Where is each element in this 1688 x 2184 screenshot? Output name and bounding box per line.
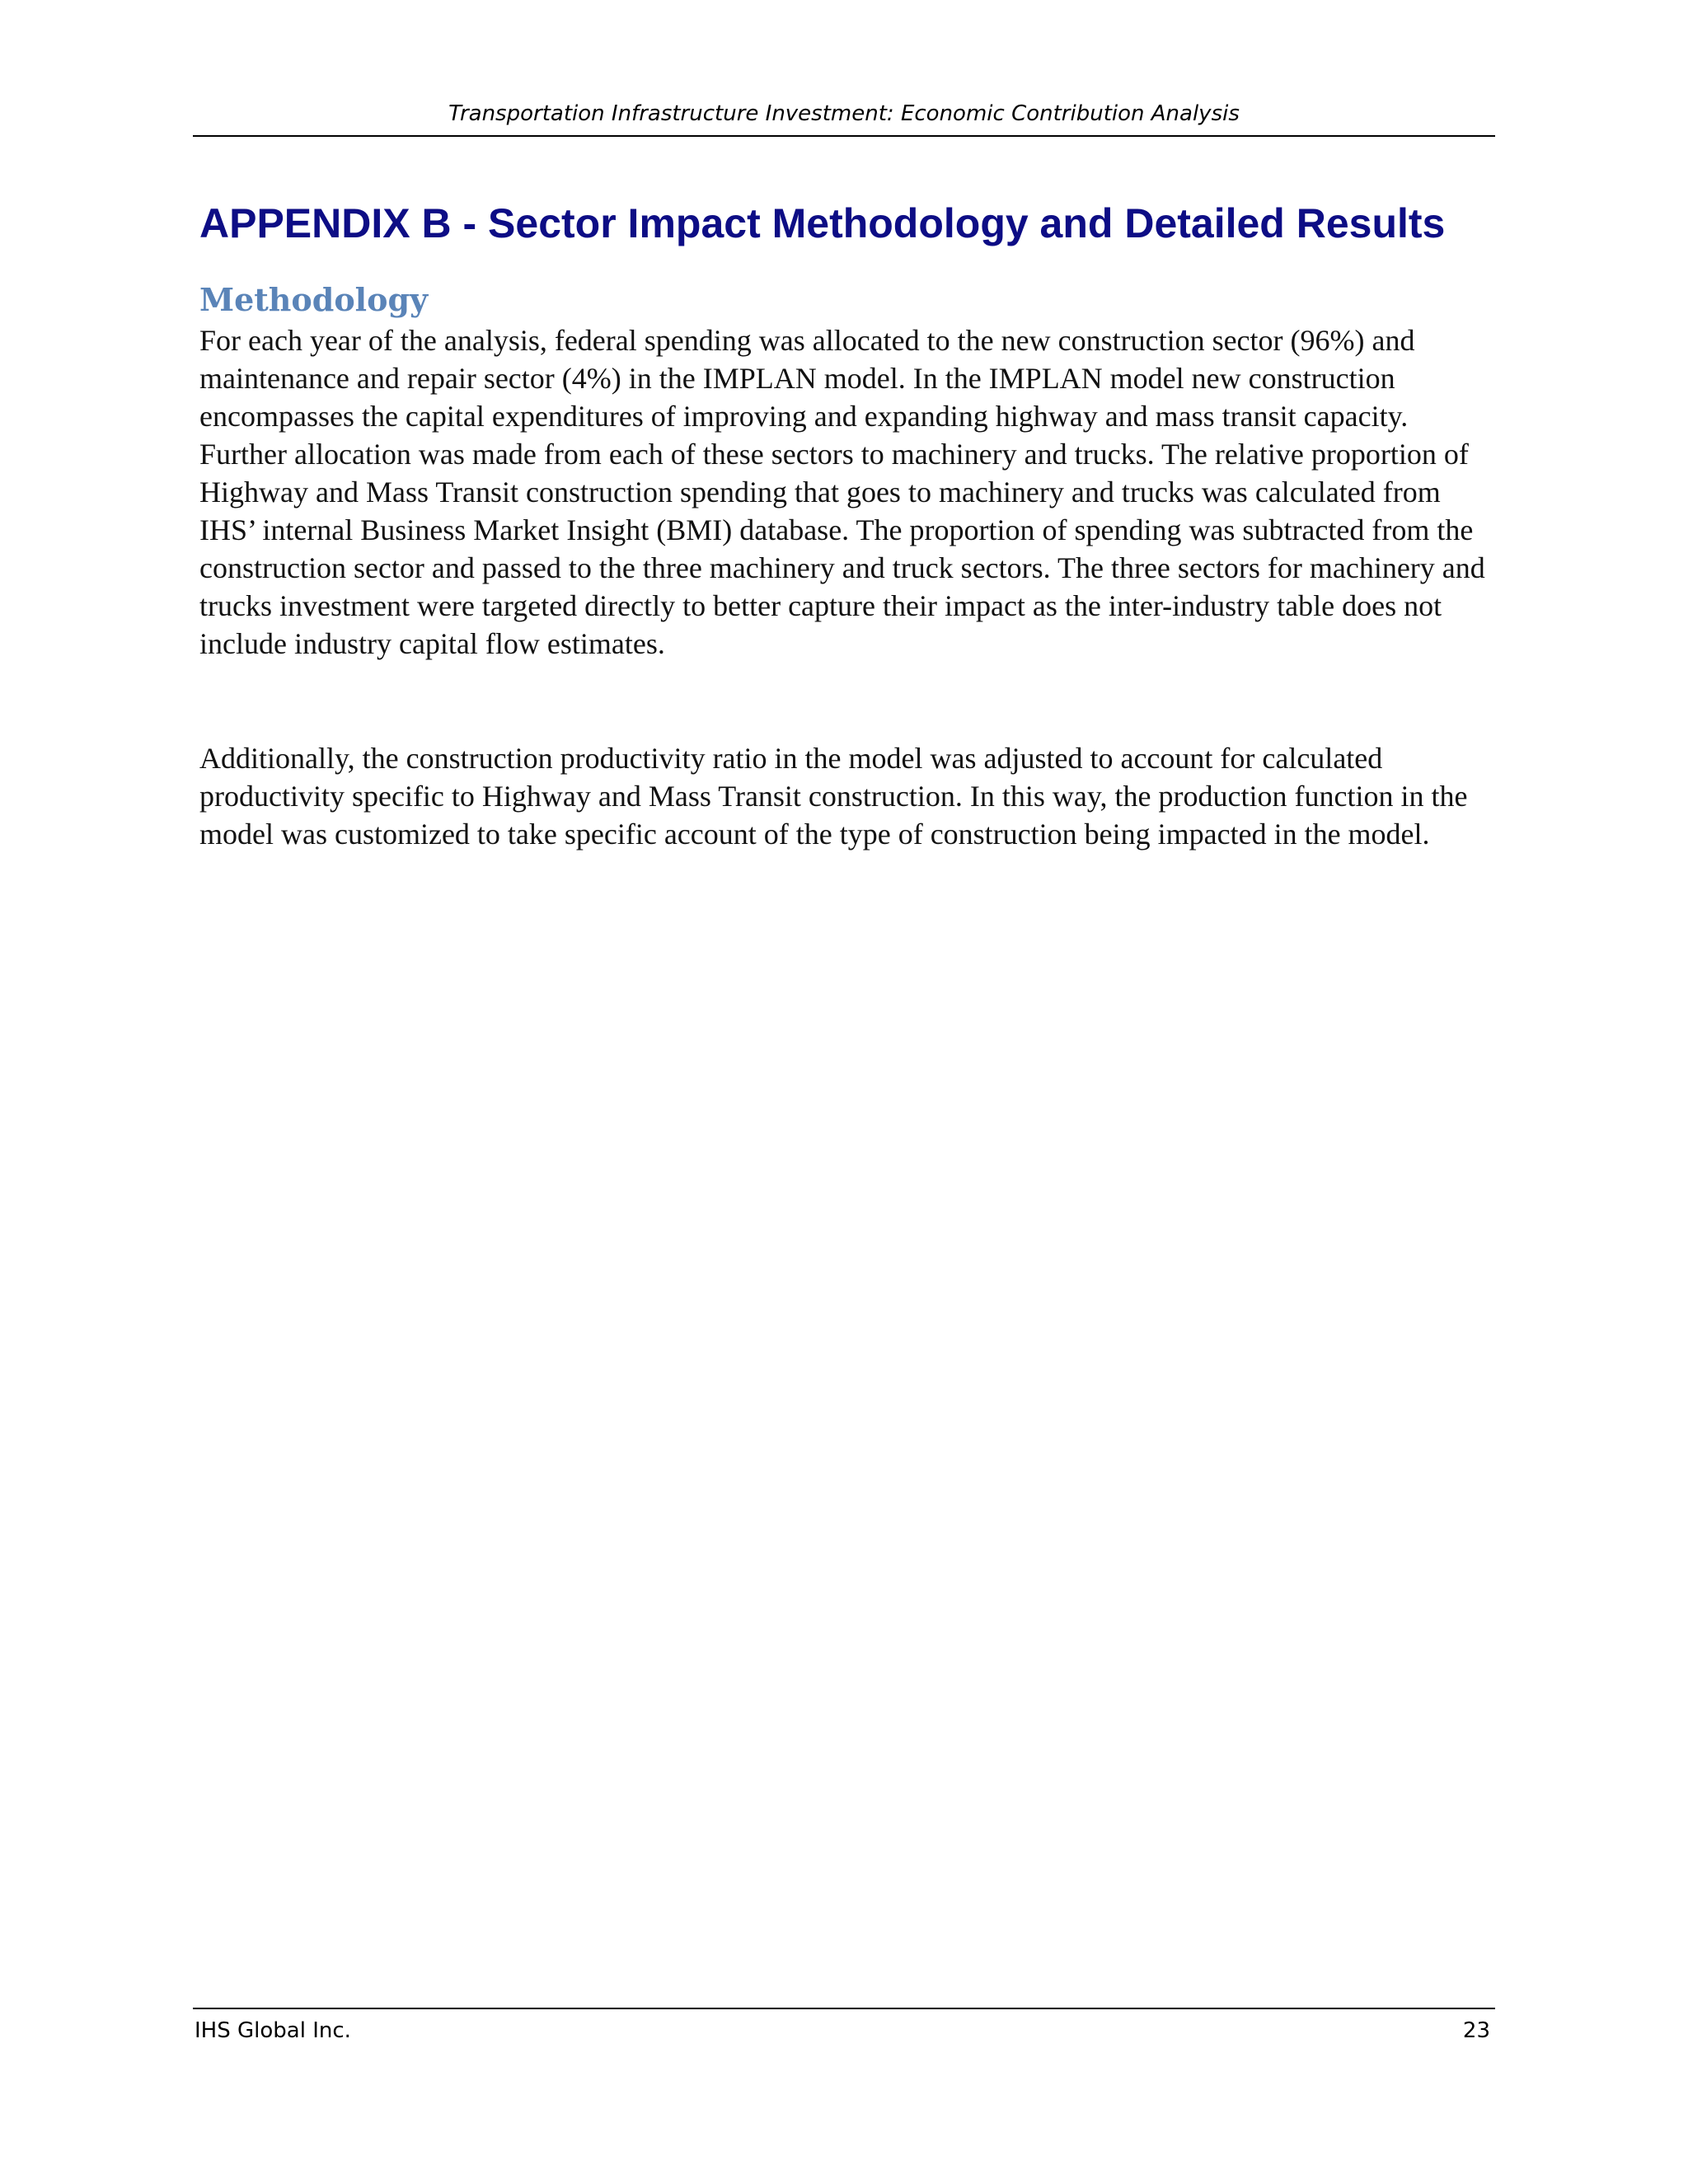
appendix-title: APPENDIX B - Sector Impact Methodology and Detailed Results: [199, 200, 1446, 246]
page-number: 23: [1462, 2018, 1490, 2043]
running-title: Transportation Infrastructure Investment: Economic Contribution Analysis: [448, 101, 1240, 126]
methodology-paragraph-2: Additionally, the construction productivity ratio in the model was adjusted to account for calculated productivity specific to Highway and Mass Transit construction. In this way, the production function in the model was customized to take specific account of the type of construction being impacted in the model.: [199, 742, 1468, 851]
methodology-paragraph-1: For each year of the analysis, federal spending was allocated to the new construction sector (96%) and maintenance and repair sector (4%) in the IMPLAN model. In the IMPLAN model new construction encompasses the capital expenditures of improving and expanding highway and mass transit capacity. Further allocation was made from each of these sectors to machinery and trucks. The relative proportion of Highway and Mass Transit construction spending that goes to machinery and trucks was calculated from IHS’ internal Business Market Insight (BMI) database. The proportion of spending was subtracted from the construction sector and passed to the three machinery and truck sectors. The three sectors for machinery and trucks investment were targeted directly to better capture their impact as the inter-industry table does not include industry capital flow estimates.: [199, 324, 1485, 660]
methodology-heading: Methodology: [199, 281, 429, 318]
footer-company: IHS Global Inc.: [195, 2018, 351, 2043]
page-footer: [193, 2008, 1495, 2047]
page-header: [193, 97, 1495, 137]
